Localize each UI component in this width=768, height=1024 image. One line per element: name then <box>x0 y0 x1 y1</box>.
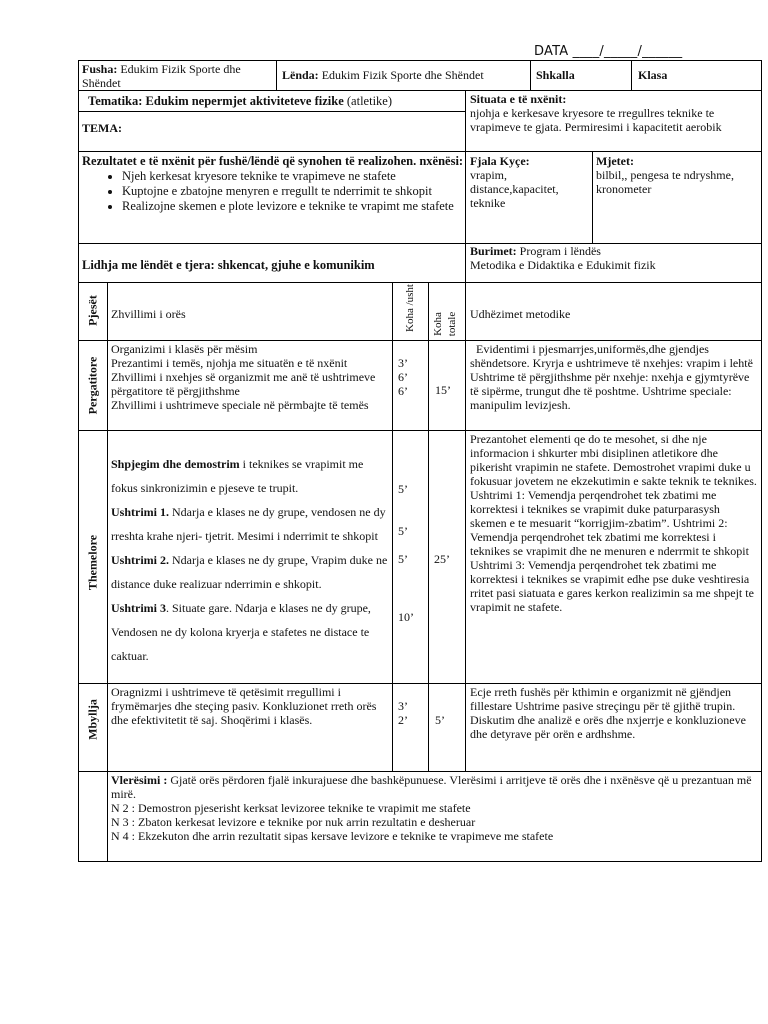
klasa-label: Klasa <box>638 68 668 82</box>
them-total-text: 25’ <box>434 552 450 566</box>
them-activities-text <box>111 452 389 668</box>
them-p4-rest: . Situate gare. Ndarja e klases ne dy grupe, Vendosen ne dy kolona kryerja e stafetes ne distace te caktuar. <box>111 601 371 663</box>
lidhja-text: Lidhja me lëndët e tjera: shkencat, gjuhe e komunikim <box>82 258 375 272</box>
time-value: 6’ <box>398 370 408 384</box>
situata-body: njohja e kerkesave kryesore te rregullres teknike te vrapimeve te gjata. Permiresimi i kapacitetit aerobik <box>470 106 722 134</box>
perg-method-text: Evidentimi i pjesmarrjes,uniformës,dhe gjendjes shëndetsore. Kryrja e ushtrimeve të nxehjes: vrapim i lehtë Ushtrime të përgjithshme për nxehje: nxehja e gjymtyrëve të sipërme, trungut dhe të poshtme. Ushtrime speciale: manipulim levizjesh. <box>470 342 753 412</box>
vleresimi-label: Vlerësimi : <box>111 773 168 787</box>
tematika-suffix: (atletike) <box>346 94 393 108</box>
mbyllja-label: Mbyllja <box>85 699 100 740</box>
zhvillimi-label: Zhvillimi i orës <box>111 307 186 321</box>
rezultatet-text <box>82 154 464 214</box>
tema-cell <box>78 111 466 152</box>
mbyl-method-text: Ecje rreth fushës për kthimin e organizmit në gjëndjen fillestare Ushtrime pasive streçingu për të gjithë trupin. Diskutim dhe analizë e orës dhe nxjerrje e konkluzioneve dhe detyrave për orën e ardhshme. <box>470 685 746 741</box>
lenda-text <box>282 68 528 82</box>
fjala-label: Fjala Kyçe: <box>470 154 530 168</box>
mjetet-text <box>596 154 758 196</box>
mbyl-total-text: 5’ <box>435 713 445 727</box>
perg-times-text <box>398 356 426 398</box>
them-time-4: 10’ <box>398 610 414 624</box>
tematika-label: Tematika: <box>88 94 143 108</box>
themelore-label: Themelore <box>85 534 100 591</box>
mbyl-total <box>428 683 466 772</box>
udhezimet-label: Udhëzimet metodike <box>470 307 571 321</box>
them-method-text: Prezantohet elementi qe do te mesohet, si dhe nje informacion i shkurter mbi disiplinen atletikore dhe pikerisht vrapimin ne stafete. Demostrohet vrapimi duke u fokusuar jovetem ne ekzekutimin e sakte teknik te teknikes. Ushtrimi 1: Vemendja perqendrohet tek zbatimi me korrektesi i teknikes se vrapimit duke paturparasysh skemen e te mesuarit “korrigjim-zbatim”. Ushtrimi 2: Vemendja perqendrohet tek zbatimi me korrektesi i teknikes se vrapimit dhe ne menuren e nderrmit te shkopit Ushtrimi 3: Vemendja perqendrohet tek zbatimi me korrektesi i teknikes se vrapimit edhe pse duke veshtiresia rritet pasi siatuata e gares kerkon realizimin sa me shpejt te vrapimit ne stafete. <box>470 432 757 614</box>
shkalla-label: Shkalla <box>536 68 575 82</box>
perg-activities-text <box>111 342 389 412</box>
burimet-text <box>470 244 758 272</box>
them-p1-rest: i teknikes se vrapimit me fokus sinkronizimin e pjeseve te trupit. <box>111 457 364 495</box>
them-time-1: 5’ <box>398 482 408 496</box>
koha-totale-label-1: Koha <box>432 312 444 336</box>
tema-label: TEMA: <box>82 121 122 135</box>
pjeset-label: Pjesët <box>85 295 100 326</box>
tematika-text <box>88 94 463 108</box>
list-item: • Realizojne skemen e plote levizore e teknike te vrapimt me stafete <box>122 199 464 214</box>
list-item: Organizimi i klasës për mësim <box>111 342 258 356</box>
mjetet-body: bilbil,, pengesa te ndryshme, kronometer <box>596 168 734 196</box>
them-time-2: 5’ <box>398 524 408 538</box>
situata-label: Situata e të nxënit: <box>470 92 567 106</box>
time-value: 3’ <box>398 699 408 713</box>
them-p3-bold: Ushtrimi 2. <box>111 553 169 567</box>
date-line: DATA ____/_____/______ <box>534 44 683 59</box>
vler-part <box>78 771 108 862</box>
list-item: • Njeh kerkesat kryesore teknike te vrapimeve ne stafete <box>122 169 464 184</box>
them-p4-bold: Ushtrimi 3 <box>111 601 166 615</box>
vleresimi-text <box>111 773 758 843</box>
list-item: Zhvillimi i ushtrimeve speciale në përmbajte të temës <box>111 398 369 412</box>
list-item: N 2 : Demostron pjeserisht kerksat levizoree teknike te vrapimit me stafete <box>111 801 471 815</box>
time-value: 2’ <box>398 713 408 727</box>
situata-text <box>470 92 758 134</box>
fusha-label: Fusha: <box>82 62 118 76</box>
burimet-label: Burimet: <box>470 244 517 258</box>
fjala-body: vrapim, distance,kapacitet, teknike <box>470 168 559 210</box>
them-time-3: 5’ <box>398 552 408 566</box>
burimet-line2: Metodika e Didaktika e Edukimit fizik <box>470 258 656 272</box>
perg-total-text: 15’ <box>435 383 451 397</box>
mjetet-label: Mjetet: <box>596 154 634 168</box>
mbyl-times-text <box>398 699 426 727</box>
list-item: Prezantimi i temës, njohja me situatën e të nxënit <box>111 356 348 370</box>
time-value: 6’ <box>398 384 408 398</box>
them-p1-bold: Shpjegim dhe demostrim <box>111 457 240 471</box>
vleresimi-body: Gjatë orës përdoren fjalë inkurajuese dhe bashkëpunuese. Vlerësimi i arritjeve të orës dhe i nxënësve që u prezantuan më mirë. <box>111 773 752 801</box>
koha-usht-label: Koha /usht <box>404 284 416 332</box>
lenda-value: Edukim Fizik Sporte dhe Shëndet <box>321 68 484 82</box>
tematika-value: Edukim nepermjet aktiviteteve fizike <box>145 94 344 108</box>
pergatitore-label: Pergatitore <box>85 356 100 415</box>
them-p2-bold: Ushtrimi 1. <box>111 505 169 519</box>
them-p2-rest: Ndarja e klases ne dy grupe, vendosen ne dy rreshta krahe njeri- tjetrit. Mesimi i nderrimit te shkopit <box>111 505 386 543</box>
list-item: Zhvillimi i nxehjes së organizmit me anë të ushtrimeve përgatitore të përgjithshme <box>111 370 376 398</box>
rezultatet-heading: Rezultatet e të nxënit për fushë/lëndë që synohen të realizohen. nxënësi: <box>82 154 464 168</box>
burimet-line1: Program i lëndës <box>519 244 601 258</box>
list-item: N 3 : Zbaton kerkesat levizore e teknike por nuk arrin rezultatin e desheruar <box>111 815 476 829</box>
lenda-label: Lënda: <box>282 68 319 82</box>
koha-totale-label-2: totale <box>446 311 458 337</box>
list-item: • Kuptojne e zbatojne menyren e rregullt te nderrimit te shkopit <box>122 184 464 199</box>
list-item: N 4 : Ekzekuton dhe arrin rezultatit sipas kersave levizore e teknike te vrapimeve me stafete <box>111 829 554 843</box>
fusha-value: Edukim Fizik Sporte dhe Shëndet <box>82 62 241 90</box>
fjala-text <box>470 154 590 210</box>
time-value: 3’ <box>398 356 408 370</box>
fusha-text <box>82 62 274 90</box>
them-p3-rest: Ndarja e klases ne dy grupe, Vrapim duke ne distance duke realizuar nderrimin e shkopit. <box>111 553 388 591</box>
rezultatet-list <box>82 169 464 214</box>
mbyl-activities-text: Oragnizmi i ushtrimeve të qetësimit rregullimi i frymëmarjes dhe steçing pasiv. Konkluzionet rreth orës dhe efektivitetit të saj. Shoqërimi i klasës. <box>111 685 377 727</box>
mbyl-times <box>392 683 429 772</box>
